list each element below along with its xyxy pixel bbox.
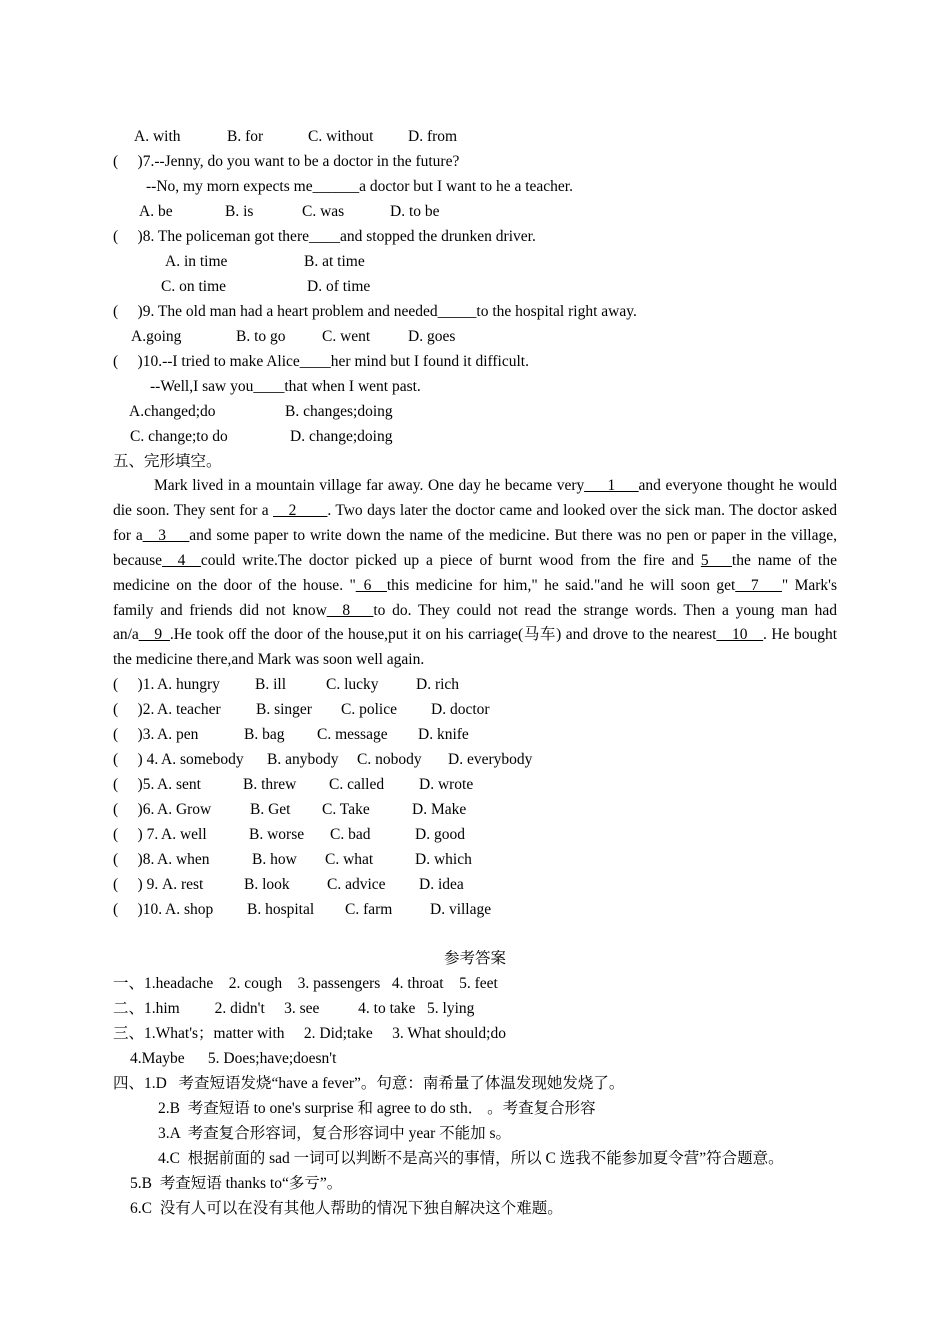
passage-text: this medicine for him," he said."and he will soon get	[386, 576, 736, 594]
cloze-option-d: D. village	[430, 901, 492, 918]
cloze-option-a: A. Grow	[157, 801, 212, 818]
cloze-option-d: D. wrote	[419, 776, 474, 793]
cloze-option-b: B. ill	[255, 676, 287, 693]
cloze-option-a: A. teacher	[157, 701, 221, 718]
cloze-option-c: C. what	[325, 851, 374, 868]
answers-section-4-6: 6.C 没有人可以在没有其他人帮助的情况下独自解决这个难题。	[130, 1200, 563, 1217]
answers-section-4-1: 四、1.D 考查短语发烧“have a fever”。句意：南希量了体温发现她发烧了。	[113, 1075, 625, 1092]
passage-text: the name of the medicine on the door of the house. "	[113, 551, 837, 594]
section5-title: 五、完形填空。	[113, 453, 222, 470]
passage-text: .He took off the door of the house,put it on his carriage(马车) and drove to the nearest	[169, 626, 717, 644]
passage-text: . Two days later the doctor came and looked over the sick man. The doctor asked for a	[113, 501, 837, 544]
cloze-item-number: ( )2.	[113, 701, 155, 718]
cloze-option-b: B. worse	[249, 826, 305, 843]
q10-option-d: D. change;doing	[290, 428, 393, 445]
blank-5: 5___	[700, 551, 732, 569]
passage-text: Mark lived in a mountain village far away. One day he became very	[154, 477, 585, 494]
cloze-option-d: D. knife	[418, 726, 469, 743]
cloze-option-a: A. sent	[157, 776, 201, 793]
blank-6: _6__	[355, 576, 387, 594]
passage-text: to do. They could not read the strange words. Then a young man had an/a	[113, 601, 837, 644]
q7-stem: ( )7.--Jenny, do you want to be a doctor in the future?	[113, 153, 460, 170]
cloze-item-number: ( )6.	[113, 801, 155, 818]
cloze-item-number: ( ) 7.	[113, 826, 159, 843]
blank-4: __4__	[162, 551, 201, 569]
q9-option-c: C. went	[322, 328, 371, 345]
q8-stem: ( )8. The policeman got there____and stopped the drunken driver.	[113, 228, 536, 245]
q9-option-a: A.going	[131, 328, 182, 345]
cloze-passage	[113, 474, 837, 673]
passage-text: " Mark's family and friends did not know	[113, 576, 838, 619]
blank-7: __7___	[735, 576, 782, 594]
q7-option-a: A. be	[139, 203, 173, 220]
answers-section-3b: 4.Maybe 5. Does;have;doesn't	[130, 1050, 337, 1067]
cloze-item-number: ( )5.	[113, 776, 155, 793]
q6-option-b: B. for	[227, 128, 264, 145]
cloze-option-a: A. pen	[157, 726, 199, 743]
passage-text: and some paper to write down the name of the medicine. But there was no pen or paper in the village, because	[113, 526, 838, 569]
cloze-option-b: B. bag	[244, 726, 285, 743]
q6-option-d: D. from	[408, 128, 458, 145]
answers-section-2: 二、1.him 2. didn't 3. see 4. to take 5. lying	[113, 1000, 475, 1017]
q10-option-a: A.changed;do	[129, 403, 216, 420]
q7-line2: --No, my morn expects me______a doctor but I want to he a teacher.	[146, 178, 573, 195]
passage-text: and everyone thought he would die soon. They sent for a	[113, 477, 837, 519]
q6-option-a: A. with	[134, 128, 181, 145]
answers-title: 参考答案	[443, 950, 506, 967]
q10-stem: ( )10.--I tried to make Alice____her mind but I found it difficult.	[113, 353, 529, 370]
q9-option-d: D. goes	[408, 328, 456, 345]
q8-option-d: D. of time	[307, 278, 371, 295]
cloze-option-c: C. bad	[330, 826, 371, 843]
cloze-option-b: B. hospital	[247, 901, 315, 918]
passage-text: could write.The doctor picked up a piece of burnt wood from the fire and	[200, 551, 701, 569]
cloze-item-number: ( )1.	[113, 676, 155, 693]
blank-8: __8___	[326, 601, 374, 619]
q8-option-a: A. in time	[165, 253, 228, 270]
cloze-option-c: C. Take	[322, 801, 370, 818]
q7-option-d: D. to be	[390, 203, 440, 220]
q9-stem: ( )9. The old man had a heart problem and needed_____to the hospital right away.	[113, 303, 637, 320]
answers-section-4-2: 2.B 考查短语 to one's surprise 和 agree to do sth． 。考查复合形容	[158, 1100, 596, 1117]
cloze-option-c: C. advice	[327, 876, 386, 893]
cloze-item-number: ( )8.	[113, 851, 155, 868]
cloze-item-number: ( ) 9.	[113, 876, 159, 893]
cloze-item-number: ( )10.	[113, 901, 163, 918]
cloze-option-b: B. Get	[250, 801, 291, 818]
cloze-option-b: B. anybody	[267, 751, 339, 768]
blank-1: ___1___	[584, 477, 639, 494]
q10-option-c: C. change;to do	[130, 428, 228, 445]
q7-option-c: C. was	[302, 203, 345, 220]
cloze-option-b: B. how	[252, 851, 297, 868]
q7-option-b: B. is	[225, 203, 254, 220]
q8-option-b: B. at time	[304, 253, 365, 270]
cloze-item-number: ( )3.	[113, 726, 155, 743]
cloze-option-c: C. lucky	[326, 676, 379, 693]
cloze-option-d: D. idea	[419, 876, 464, 893]
answers-section-4-5: 5.B 考查短语 thanks to“多亏”。	[130, 1175, 343, 1192]
cloze-option-b: B. threw	[243, 776, 297, 793]
passage-text: . He bought the medicine there,and Mark was soon well again.	[113, 626, 838, 669]
cloze-option-d: D. good	[415, 826, 465, 843]
cloze-option-d: D. which	[415, 851, 472, 868]
blank-3: __3___	[142, 526, 190, 544]
cloze-option-c: C. message	[317, 726, 388, 743]
cloze-option-a: A. somebody	[161, 751, 244, 768]
cloze-option-b: B. look	[244, 876, 290, 893]
cloze-option-a: A. well	[161, 826, 207, 843]
blank-2: __2____	[273, 501, 328, 519]
q10-line2: --Well,I saw you____that when I went past.	[150, 378, 421, 395]
cloze-item-number: ( ) 4.	[113, 751, 159, 768]
answers-section-4-4: 4.C 根据前面的 sad 一词可以判断不是高兴的事情，所以 C 选我不能参加夏令营”符合题意。	[158, 1150, 784, 1167]
cloze-option-a: A. hungry	[157, 676, 220, 693]
cloze-option-a: A. shop	[165, 901, 214, 918]
cloze-option-d: D. rich	[416, 676, 460, 693]
q10-option-b: B. changes;doing	[285, 403, 393, 420]
cloze-option-c: C. farm	[345, 901, 393, 918]
cloze-option-c: C. nobody	[357, 751, 422, 768]
cloze-option-d: D. everybody	[448, 751, 533, 768]
q6-option-c: C. without	[308, 128, 374, 145]
cloze-option-a: A. rest	[162, 876, 204, 893]
answers-section-4-3: 3.A 考查复合形容词，复合形容词中 year 不能加 s。	[158, 1125, 512, 1142]
answers-section-1: 一、1.headache 2. cough 3. passengers 4. throat 5. feet	[113, 975, 498, 992]
q8-option-c: C. on time	[161, 278, 227, 295]
cloze-option-d: D. doctor	[431, 701, 490, 718]
blank-10: __10__	[716, 626, 763, 644]
cloze-option-c: C. police	[341, 701, 397, 718]
cloze-option-a: A. when	[157, 851, 210, 868]
answers-section-3a: 三、1.What's；matter with 2. Did;take 3. What should;do	[113, 1025, 506, 1042]
blank-9: __9_	[138, 626, 170, 644]
cloze-option-b: B. singer	[256, 701, 312, 718]
cloze-option-d: D. Make	[412, 801, 467, 818]
q9-option-b: B. to go	[236, 328, 286, 345]
cloze-option-c: C. called	[329, 776, 385, 793]
